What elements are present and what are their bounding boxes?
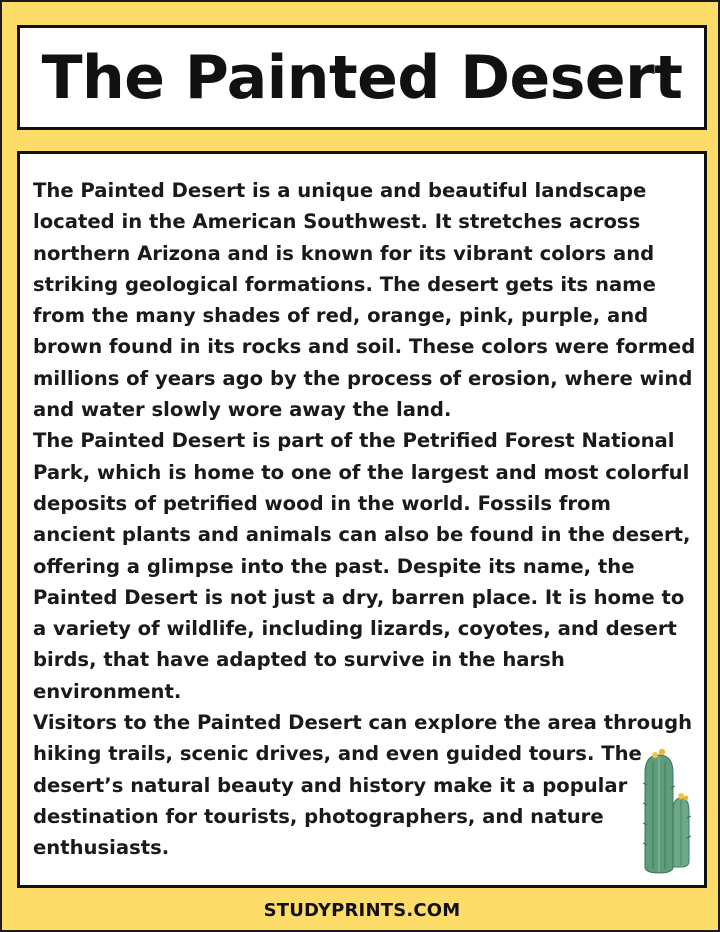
page-title: The Painted Desert: [41, 42, 683, 113]
reading-passage: [33, 175, 698, 864]
paragraph-2: The Painted Desert is part of the Petrified Forest National Park, which is home to one of the largest and most colorful deposits of petrified wood in the world. Fossils from ancient plants and animals can also be found in the desert, offering a glimpse into the past. Despite its name, the Painted Desert is not just a dry, barren place. It is home to a variety of wildlife, including lizards, coyotes, and desert birds, that have adapted to survive in the harsh environment.: [33, 429, 691, 703]
cactus-icon: [629, 743, 699, 878]
footer-brand: STUDYPRINTS.COM: [263, 899, 461, 921]
title-box: [17, 25, 707, 130]
paragraph-3: Visitors to the Painted Desert can explore the area through hiking trails, scenic drives, and even guided tours. The desert’s natural beauty and history make it a popular destination for tourists, photographers, and nature enthusiasts.: [33, 711, 693, 860]
reading-passage-box: [17, 151, 707, 888]
paragraph-1: The Painted Desert is a unique and beautiful landscape located in the American Southwest. It stretches across northern Arizona and is known for its vibrant colors and striking geological formations. The desert gets its name from the many shades of red, orange, pink, purple, and brown found in its rocks and soil. These colors were formed millions of years ago by the process of erosion, where wind and water slowly wore away the land.: [33, 179, 696, 422]
